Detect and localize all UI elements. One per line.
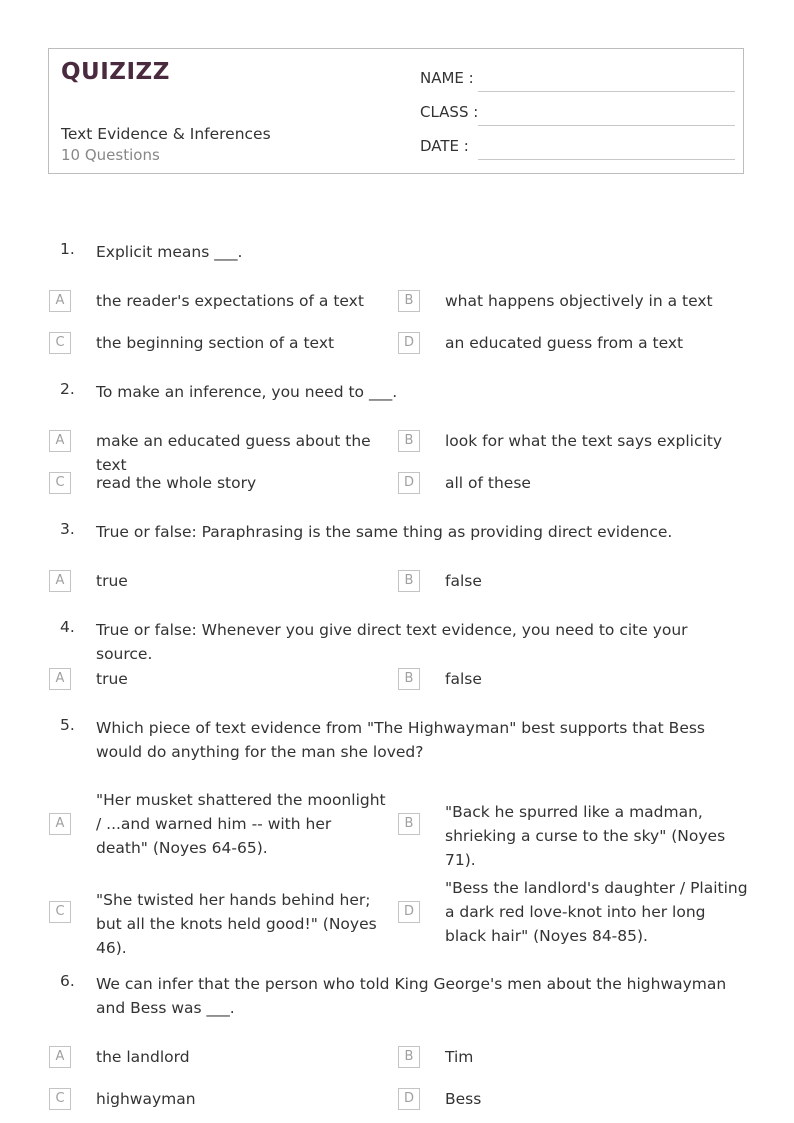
question-text: Which piece of text evidence from "The Highwayman" best supports that Bess would do anything for the man she loved? <box>96 719 706 761</box>
option-letter-c: C <box>49 901 71 923</box>
option-letter-a: A <box>49 430 71 452</box>
question-number: 2. <box>60 380 75 398</box>
option-text: "Bess the landlord's daughter / Plaiting a dark red love-knot into her long black hair" (Noyes 84-85). <box>445 879 748 945</box>
question-text: True or false: Whenever you give direct text evidence, you need to cite your source. <box>96 621 688 663</box>
option-text: false <box>445 670 482 688</box>
option-text: an educated guess from a text <box>445 334 684 352</box>
option-text: true <box>96 572 128 590</box>
option-text: "She twisted her hands behind her; but all the knots held good!" (Noyes 46). <box>96 891 377 957</box>
option-text: the reader's expectations of a text <box>96 292 364 310</box>
option-text: read the whole story <box>96 474 257 492</box>
option-letter-c: C <box>49 332 71 354</box>
question-text: Explicit means ___. <box>96 243 243 261</box>
question-text: To make an inference, you need to ___. <box>96 383 398 401</box>
option-letter-a: A <box>49 1046 71 1068</box>
question-number: 4. <box>60 618 75 636</box>
question-text: True or false: Paraphrasing is the same thing as providing direct evidence. <box>96 523 673 541</box>
quizizz-logo: QUIZIZZ <box>61 59 170 85</box>
option-text: look for what the text says explicity <box>445 432 723 450</box>
question-count: 10 Questions <box>61 146 160 164</box>
option-letter-d: D <box>398 332 420 354</box>
worksheet-header <box>48 48 744 174</box>
date-line <box>478 159 735 160</box>
option-letter-b: B <box>398 290 420 312</box>
worksheet-title: Text Evidence & Inferences <box>61 125 271 143</box>
option-letter-d: D <box>398 901 420 923</box>
option-letter-d: D <box>398 1088 420 1110</box>
option-text: all of these <box>445 474 531 492</box>
question-number: 3. <box>60 520 75 538</box>
class-label: CLASS : <box>420 103 479 121</box>
name-line <box>478 91 735 92</box>
option-text: true <box>96 670 128 688</box>
option-letter-b: B <box>398 1046 420 1068</box>
option-letter-b: B <box>398 570 420 592</box>
class-field <box>420 103 734 125</box>
option-letter-a: A <box>49 668 71 690</box>
option-letter-b: B <box>398 668 420 690</box>
question-text: We can infer that the person who told King George's men about the highwayman and Bess was ___. <box>96 975 727 1017</box>
option-letter-c: C <box>49 1088 71 1110</box>
option-text: Tim <box>445 1048 474 1066</box>
date-label: DATE : <box>420 137 469 155</box>
option-text: the beginning section of a text <box>96 334 335 352</box>
option-letter-d: D <box>398 472 420 494</box>
question-number: 6. <box>60 972 75 990</box>
option-letter-c: C <box>49 472 71 494</box>
option-letter-a: A <box>49 570 71 592</box>
option-text: Bess <box>445 1090 482 1108</box>
option-text: false <box>445 572 482 590</box>
option-letter-b: B <box>398 813 420 835</box>
name-label: NAME : <box>420 69 474 87</box>
question-number: 1. <box>60 240 75 258</box>
option-text: what happens objectively in a text <box>445 292 713 310</box>
question-number: 5. <box>60 716 75 734</box>
option-text: highwayman <box>96 1090 196 1108</box>
option-text: "Her musket shattered the moonlight / ...and warned him -- with her death" (Noyes 64-65). <box>96 791 386 857</box>
option-text: the landlord <box>96 1048 190 1066</box>
class-line <box>478 125 735 126</box>
option-letter-a: A <box>49 290 71 312</box>
option-text: make an educated guess about the text <box>96 432 371 474</box>
option-text: "Back he spurred like a madman, shrieking a curse to the sky" (Noyes 71). <box>445 803 726 869</box>
option-letter-b: B <box>398 430 420 452</box>
option-letter-a: A <box>49 813 71 835</box>
date-field <box>420 137 734 159</box>
name-field <box>420 69 734 91</box>
